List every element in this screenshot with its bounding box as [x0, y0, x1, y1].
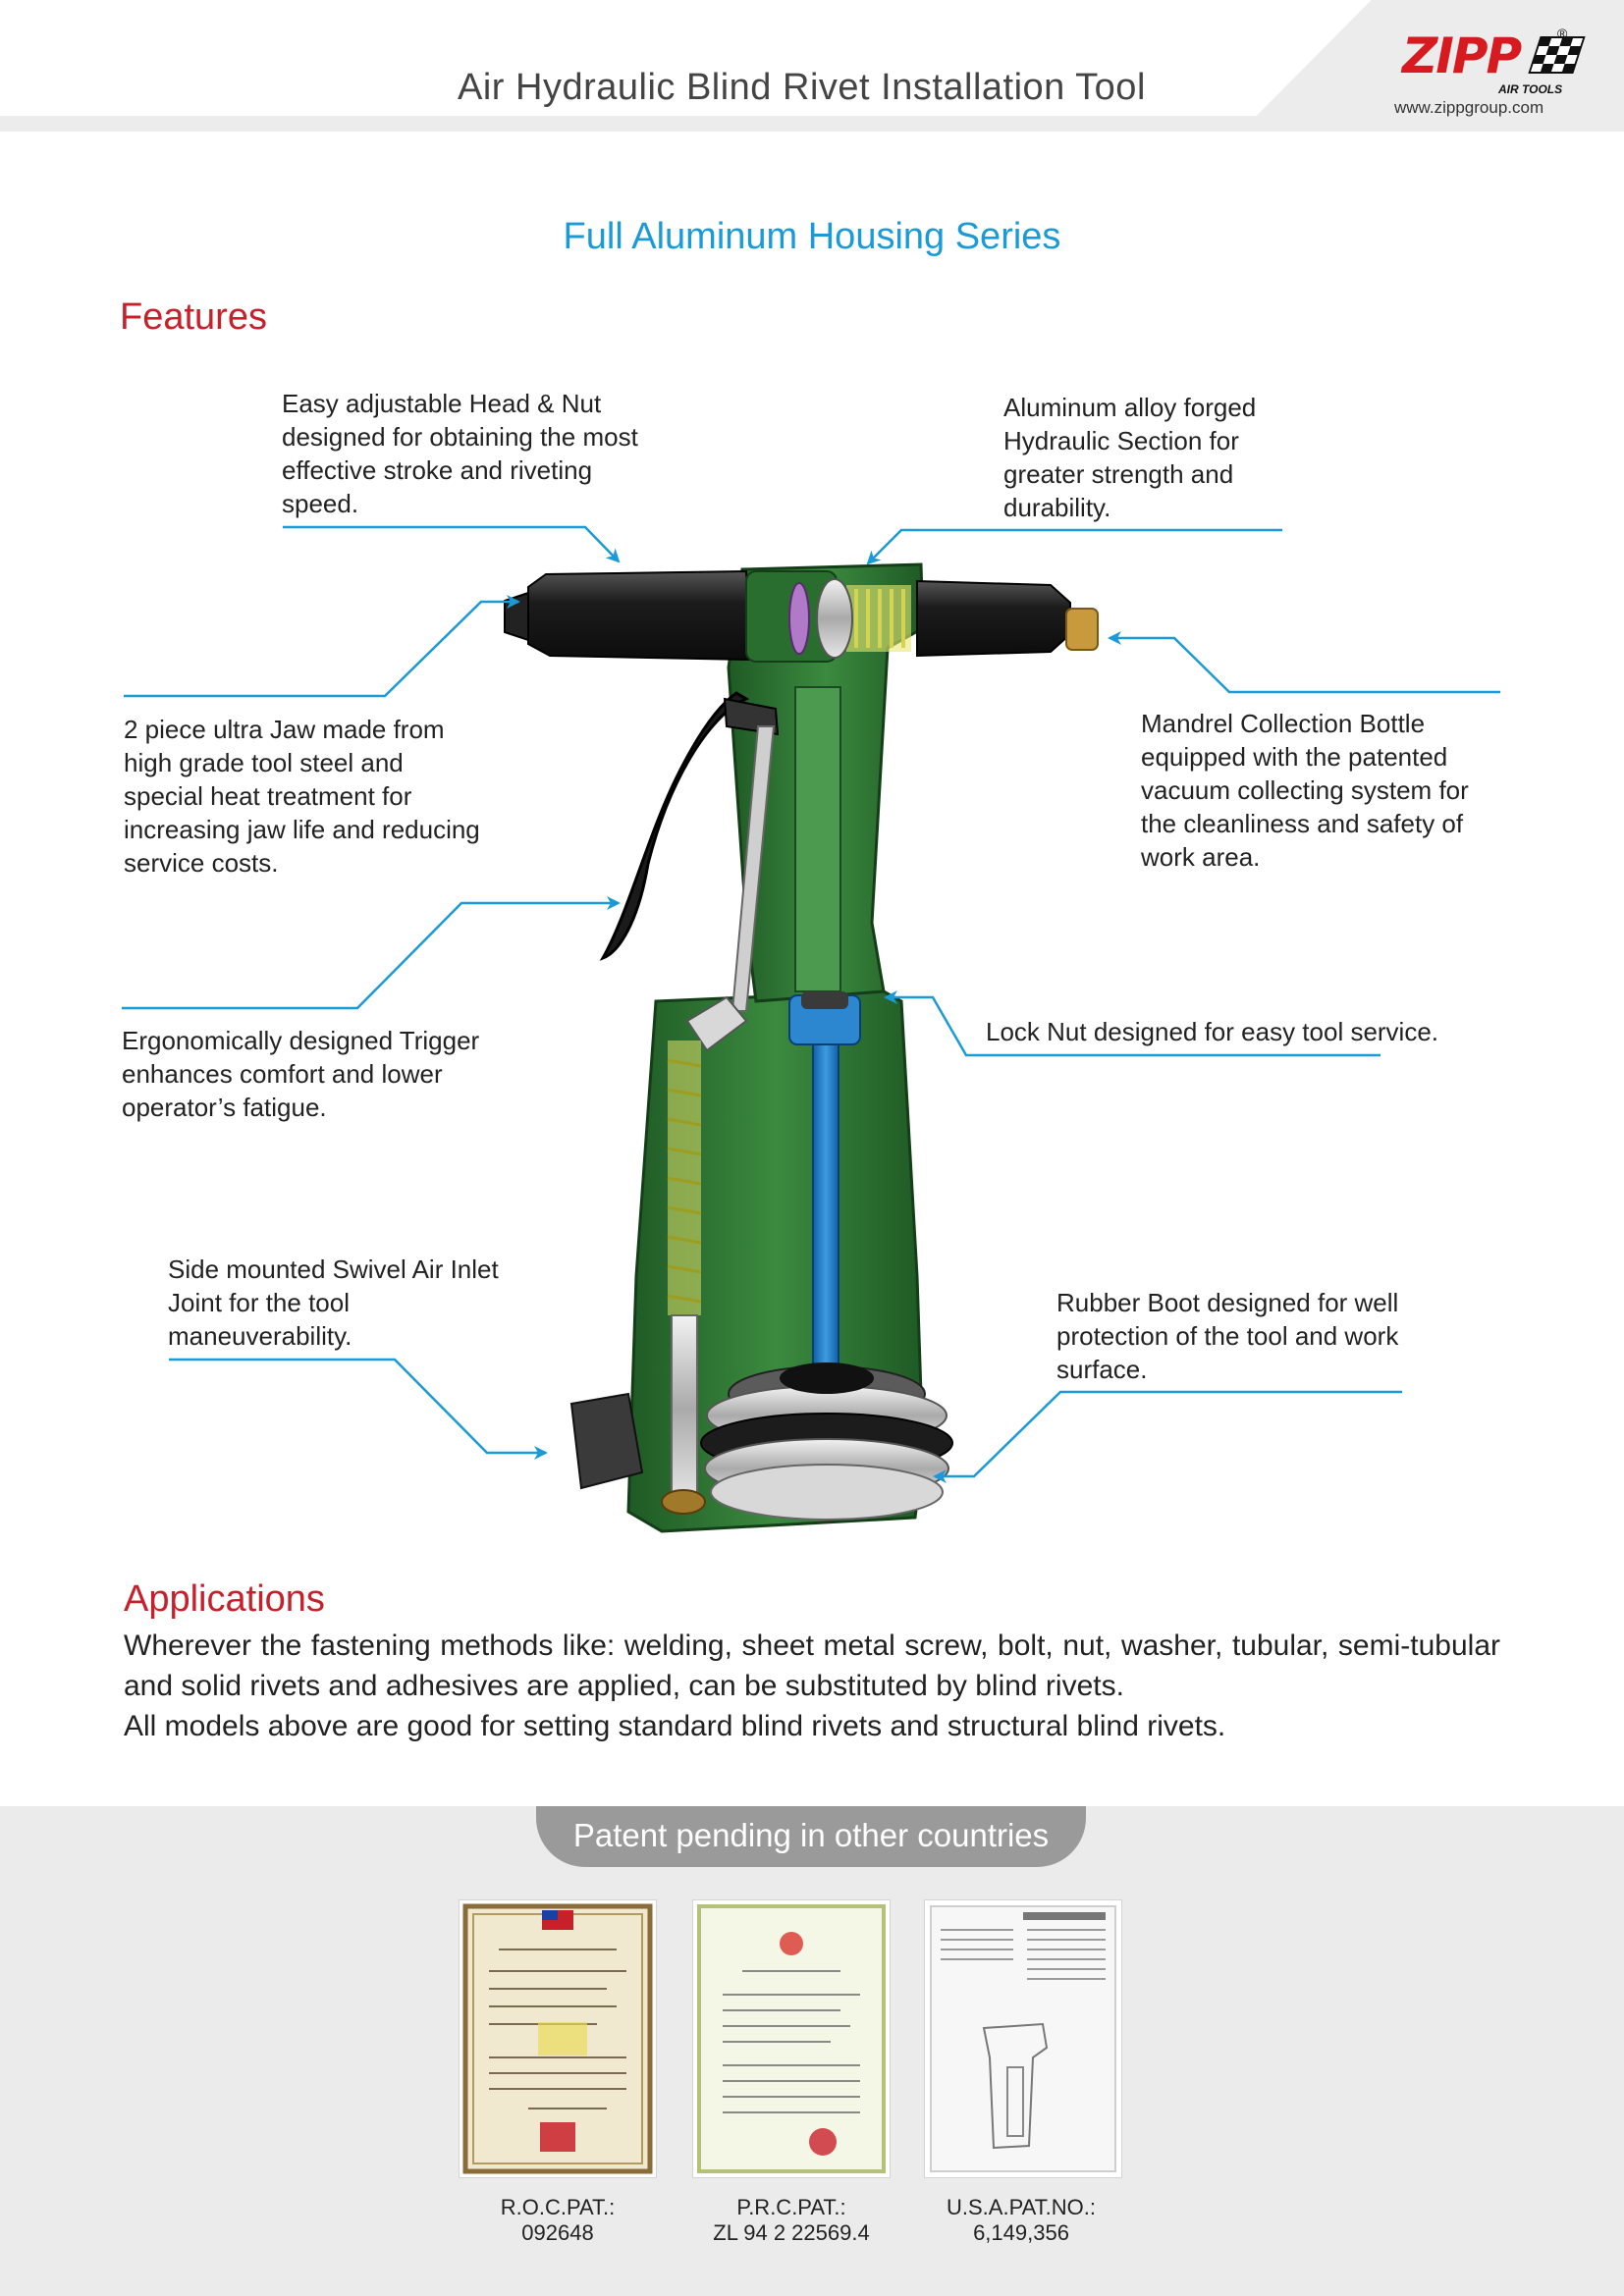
callout-jaw [124, 713, 536, 880]
usa-patent-label [893, 2195, 1149, 2246]
callout-line: vacuum collecting system for [1141, 775, 1469, 805]
logo-subtext: AIR TOOLS [1498, 82, 1563, 96]
checkered-flag-icon [1528, 35, 1587, 79]
prc-patent-label [664, 2195, 919, 2246]
certificate-image [693, 1900, 890, 2177]
callout-head-nut [282, 387, 694, 520]
callout-line: enhances comfort and lower [122, 1059, 443, 1089]
roc-patent-certificate [460, 1900, 656, 2177]
callout-line: Side mounted Swivel Air Inlet [168, 1255, 499, 1284]
callout-line: Mandrel Collection Bottle [1141, 709, 1426, 738]
callout-line: Ergonomically designed Trigger [122, 1026, 480, 1055]
applications-paragraph-2: All models above are good for setting standard blind rivets and structural blind rivets. [124, 1710, 1226, 1742]
features-heading: Features [120, 296, 267, 338]
patent-banner: Patent pending in other countries [536, 1806, 1086, 1867]
certificate-image [925, 1900, 1121, 2177]
callout-line: Aluminum alloy forged [1003, 393, 1257, 422]
callout-line: Easy adjustable Head & Nut [282, 389, 602, 418]
roc-patent-label [430, 2195, 685, 2246]
callout-line: durability. [1003, 493, 1111, 522]
callout-line: designed for obtaining the most [282, 422, 638, 452]
applications-heading: Applications [124, 1578, 325, 1620]
callout-line: speed. [282, 489, 359, 518]
series-title: Full Aluminum Housing Series [563, 216, 1061, 257]
callout-line: greater strength and [1003, 459, 1234, 489]
callout-line: surface. [1056, 1355, 1148, 1384]
callout-line: Joint for the tool [168, 1288, 350, 1317]
registered-mark: ® [1557, 26, 1568, 41]
callout-line: Hydraulic Section for [1003, 426, 1239, 455]
callout-trigger [122, 1024, 534, 1124]
callout-mandrel-bottle [1141, 707, 1534, 874]
patent-label-line: R.O.C.PAT.: [500, 2195, 616, 2219]
prc-patent-certificate [693, 1900, 890, 2177]
callout-line: maneuverability. [168, 1321, 352, 1351]
callout-line: equipped with the patented [1141, 742, 1448, 772]
callout-line: effective stroke and riveting [282, 455, 593, 485]
callout-line: protection of the tool and work [1056, 1321, 1399, 1351]
callout-line: operator’s fatigue. [122, 1093, 327, 1122]
website-url: www.zippgroup.com [1394, 98, 1544, 117]
applications-text [124, 1626, 1500, 1746]
callout-hydraulic-section [1003, 391, 1318, 524]
certificate-image [460, 1900, 656, 2177]
usa-patent-certificate [925, 1900, 1121, 2177]
callout-line: increasing jaw life and reducing [124, 815, 480, 844]
callout-line: Rubber Boot designed for well [1056, 1288, 1399, 1317]
callout-line: work area. [1141, 842, 1261, 872]
callout-lock-nut [986, 1015, 1496, 1048]
patent-number: 6,149,356 [973, 2220, 1069, 2245]
callout-rubber-boot [1056, 1286, 1469, 1386]
callout-air-inlet [168, 1253, 580, 1353]
callout-line: service costs. [124, 848, 279, 878]
callout-line: 2 piece ultra Jaw made from [124, 715, 445, 744]
callout-line: Lock Nut designed for easy tool service. [986, 1017, 1439, 1046]
callout-line: special heat treatment for [124, 781, 412, 811]
patent-label-line: P.R.C.PAT.: [736, 2195, 846, 2219]
document-title: Air Hydraulic Blind Rivet Installation Tool [458, 67, 1146, 108]
patent-number: 092648 [521, 2220, 594, 2245]
patent-label-line: U.S.A.PAT.NO.: [947, 2195, 1096, 2219]
logo-text: ZIPP [1402, 27, 1521, 84]
callout-line: high grade tool steel and [124, 748, 404, 777]
applications-paragraph-1: Wherever the fastening methods like: welding, sheet metal screw, bolt, nut, washer, tubular, semi-tubular and solid rivets and adhesives are applied, can be substituted by blind rivets. [124, 1629, 1500, 1702]
patent-number: ZL 94 2 22569.4 [713, 2220, 870, 2245]
callout-line: the cleanliness and safety of [1141, 809, 1464, 838]
